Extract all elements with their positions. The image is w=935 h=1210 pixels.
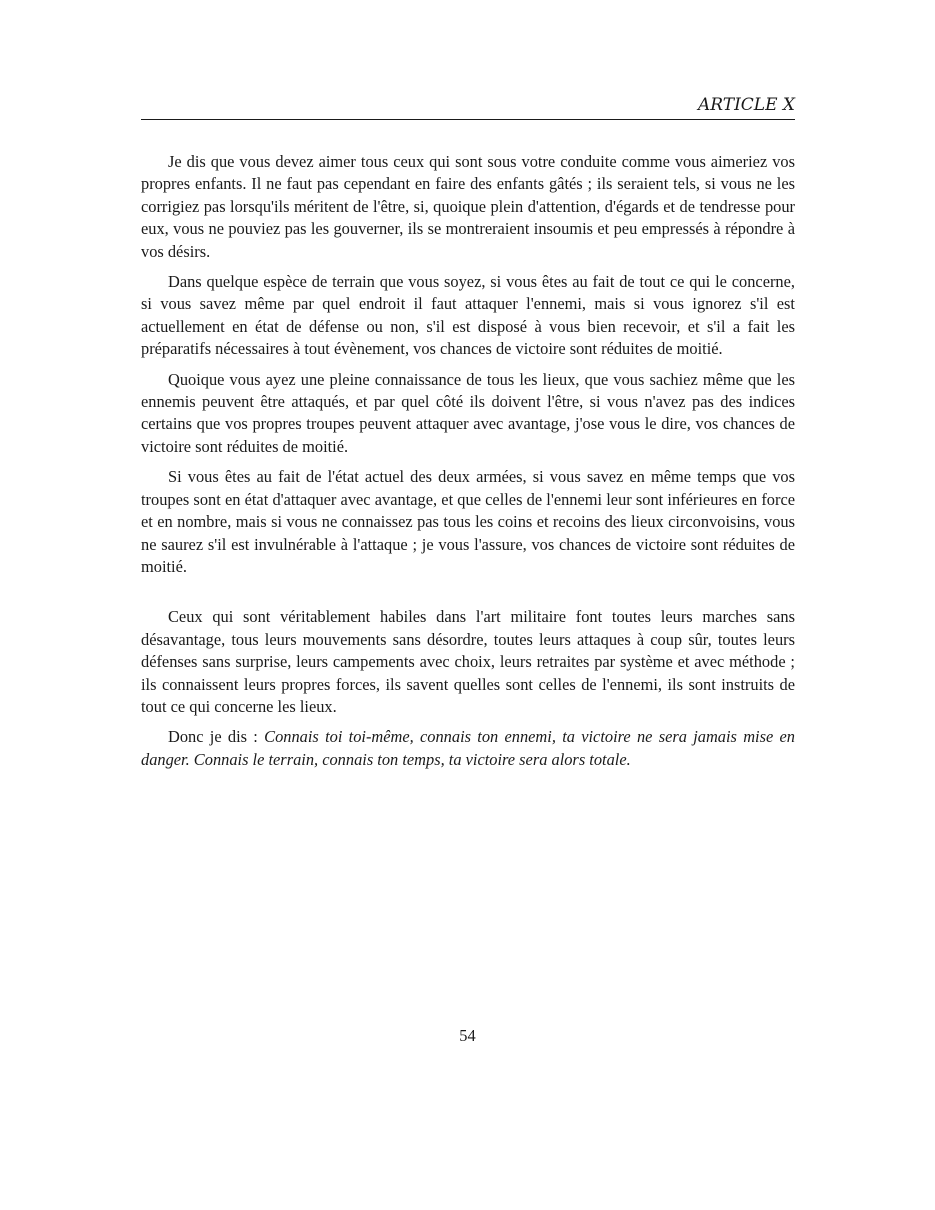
running-header: ARTICLE X: [141, 95, 795, 120]
closing-paragraph: [141, 726, 795, 771]
closing-quote: Connais toi toi-même, connais ton ennemi, ta victoire ne sera jamais mise en danger. Connais le terrain, connais ton temps, ta victoire sera alors totale.: [141, 727, 796, 769]
paragraph: Dans quelque espèce de terrain que vous soyez, si vous êtes au fait de tout ce qui le concerne, si vous savez même par quel endroit il faut attaquer l'ennemi, mais si vous ignorez s'il est actuellement en état de défense ou non, s'il est disposé à vous bien recevoir, et s'il a fait les préparatifs nécessaires à tout évènement, vos chances de victoire sont réduites de moitié.: [141, 272, 795, 359]
page-number: 54: [459, 1026, 476, 1045]
paragraph: Quoique vous ayez une pleine connaissance de tous les lieux, que vous sachiez même que les ennemis peuvent être attaqués, et par quel côté ils doivent l'être, si vous n'avez pas des indices certains que vos propres troupes peuvent attaquer avec avantage, j'ose vous le dire, vos chances de victoire sont réduites de moitié.: [141, 369, 795, 456]
paragraph: Si vous êtes au fait de l'état actuel des deux armées, si vous savez en même temps que vos troupes sont en état d'attaquer avec avantage, et que celles de l'ennemi leur sont inférieures en force et en nombre, mais si vous ne connaissez pas tous les coins et recoins des lieux circonvoisins, vous ne saurez s'il est invulnérable à l'attaque ; je vous l'assure, vos chances de victoire sont réduites de moitié.: [141, 467, 795, 576]
closing-lead: Donc je dis :: [168, 727, 265, 747]
paragraph: Je dis que vous devez aimer tous ceux qui sont sous votre conduite comme vous aimeriez vos propres enfants. Il ne faut pas cependant en faire des enfants gâtés ; ils seraient tels, si vous ne les corrigiez pas lorsqu'ils méritent de l'être, si, quoique plein d'attention, d'égards et de tendresse pour eux, vous ne pouviez pas les gouverner, ils se montreraient insoumis et peu empressés à répondre à vos désirs.: [141, 152, 795, 261]
paragraph: Ceux qui sont véritablement habiles dans l'art militaire font toutes leurs marches sans désavantage, tous leurs mouvements sans désordre, toutes leurs attaques à coup sûr, toutes leurs défenses sans surprise, leurs campements avec choix, leurs retraites par système et avec méthode ; ils connaissent leurs propres forces, ils savent quelles sont celles de l'ennemi, ils sont instruits de tout ce qui concerne les lieux.: [141, 607, 795, 716]
body-text: [141, 151, 795, 779]
